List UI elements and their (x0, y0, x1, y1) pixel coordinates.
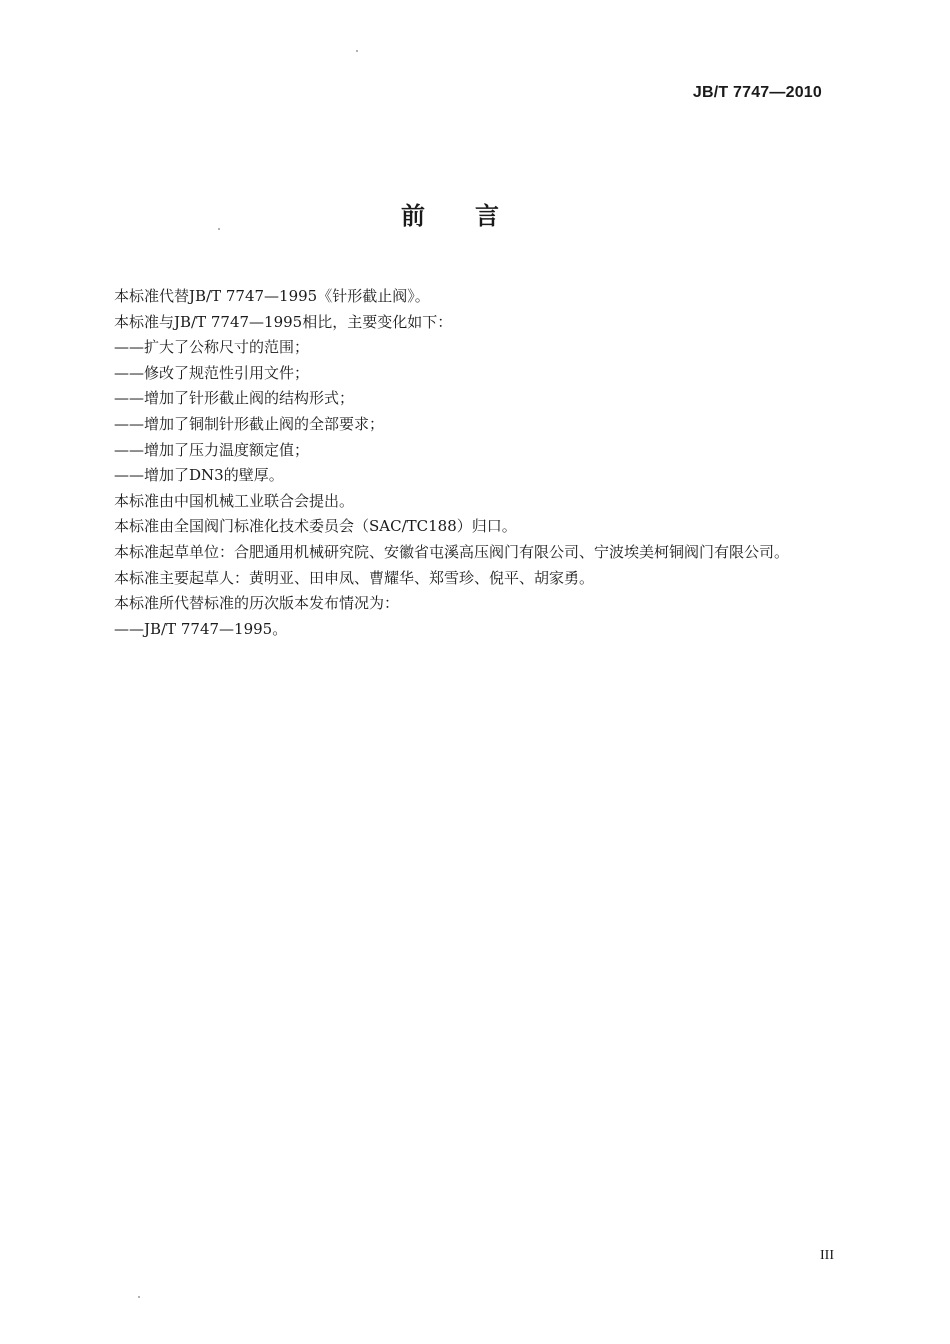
scan-speck (138, 1296, 140, 1298)
change-list-item: ——增加了铜制针形截止阀的全部要求； (114, 414, 385, 433)
paragraph: 本标准与JB/T 7747—1995相比，主要变化如下： (114, 312, 453, 331)
paragraph: 本标准由全国阀门标准化技术委员会（SAC/TC188）归口。 (114, 517, 517, 536)
paragraph: 本标准主要起草人：黄明亚、田申凤、曹耀华、郑雪珍、倪平、胡家勇。 (114, 568, 595, 587)
page-title (0, 196, 900, 231)
change-list-item: ——扩大了公称尺寸的范围； (114, 338, 310, 357)
paragraph: 本标准所代替标准的历次版本发布情况为： (114, 594, 400, 613)
page-number: III (820, 1248, 834, 1263)
paragraph: 本标准起草单位：合肥通用机械研究院、安徽省屯溪高压阀门有限公司、宁波埃美柯铜阀门有限公司。 (114, 542, 790, 561)
scan-speck (356, 50, 358, 52)
change-list-item: ——增加了DN3的壁厚。 (114, 466, 284, 485)
document-code: JB/T 7747—2010 (692, 84, 822, 101)
scan-speck (218, 228, 220, 230)
title-char-1: 前 (401, 202, 425, 230)
change-list-item: ——增加了压力温度额定值； (114, 440, 310, 459)
paragraph: 本标准由中国机械工业联合会提出。 (114, 491, 355, 510)
change-list-item: ——增加了针形截止阀的结构形式； (114, 389, 355, 408)
change-list-item: ——修改了规范性引用文件； (114, 363, 310, 382)
title-char-2: 言 (475, 202, 499, 230)
paragraph: 本标准代替JB/T 7747—1995《针形截止阀》。 (114, 287, 430, 305)
foreword-body (84, 284, 834, 642)
version-list-item: ——JB/T 7747—1995。 (114, 619, 288, 638)
